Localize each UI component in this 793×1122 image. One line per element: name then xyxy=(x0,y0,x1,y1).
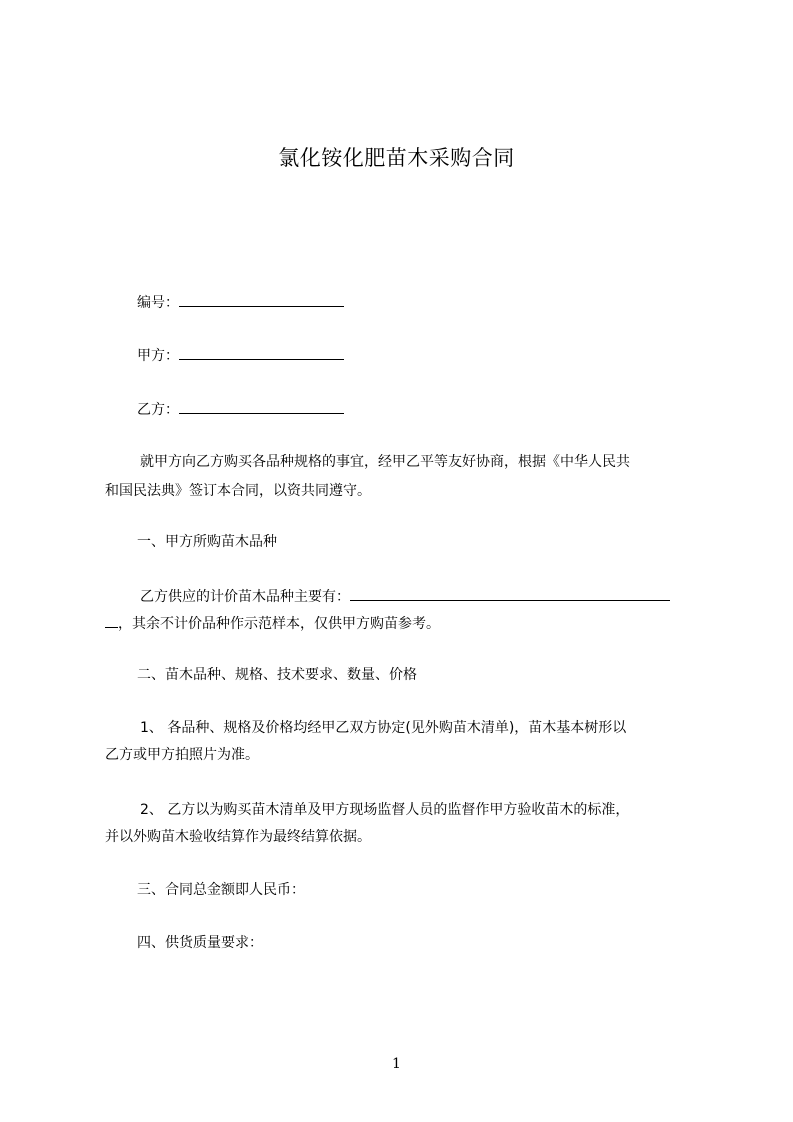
section-2-item-1-line-1: 1、 各品种、规格及价格均经甲乙双方协定(见外购苗木清单)，苗木基本树形以 xyxy=(140,720,627,736)
party-a-line xyxy=(137,345,344,366)
party-b-line xyxy=(137,399,344,420)
contract-number-blank xyxy=(179,292,344,307)
section-2-heading: 二、苗木品种、规格、技术要求、数量、价格 xyxy=(137,667,417,683)
intro-line-1: 就甲方向乙方购买各品种规格的事宜，经甲乙平等友好协商，根据《中华人民共 xyxy=(140,454,630,470)
intro-line-2: 和国民法典》签订本合同，以资共同遵守。 xyxy=(105,483,371,499)
party-b-label: 乙方： xyxy=(137,402,179,418)
section-1-heading: 一、甲方所购苗木品种 xyxy=(137,534,277,550)
varieties-blank-continued xyxy=(105,613,118,628)
section-1-line-1 xyxy=(140,586,670,607)
section-1-prefix: 乙方供应的计价苗木品种主要有： xyxy=(140,589,350,605)
contract-number-label: 编号： xyxy=(137,295,179,311)
varieties-blank xyxy=(350,586,670,601)
party-a-label: 甲方： xyxy=(137,348,179,364)
document-title: 氯化铵化肥苗木采购合同 xyxy=(278,146,515,170)
section-1-line-2 xyxy=(105,613,440,634)
section-2-item-2-line-2: 并以外购苗木验收结算作为最终结算依据。 xyxy=(105,829,371,845)
section-1-suffix: ，其余不计价品种作示范样本，仅供甲方购苗参考。 xyxy=(118,616,440,632)
section-2-item-2-line-1: 2、 乙方以为购买苗木清单及甲方现场监督人员的监督作甲方验收苗木的标准， xyxy=(140,802,630,818)
section-4-heading: 四、供货质量要求： xyxy=(137,935,263,951)
section-3-heading: 三、合同总金额即人民币： xyxy=(137,882,305,898)
party-a-blank xyxy=(179,345,344,360)
section-2-item-1-line-2: 乙方或甲方拍照片为准。 xyxy=(105,747,259,763)
page-number: 1 xyxy=(392,1056,401,1072)
contract-number-line xyxy=(137,292,344,313)
party-b-blank xyxy=(179,399,344,414)
